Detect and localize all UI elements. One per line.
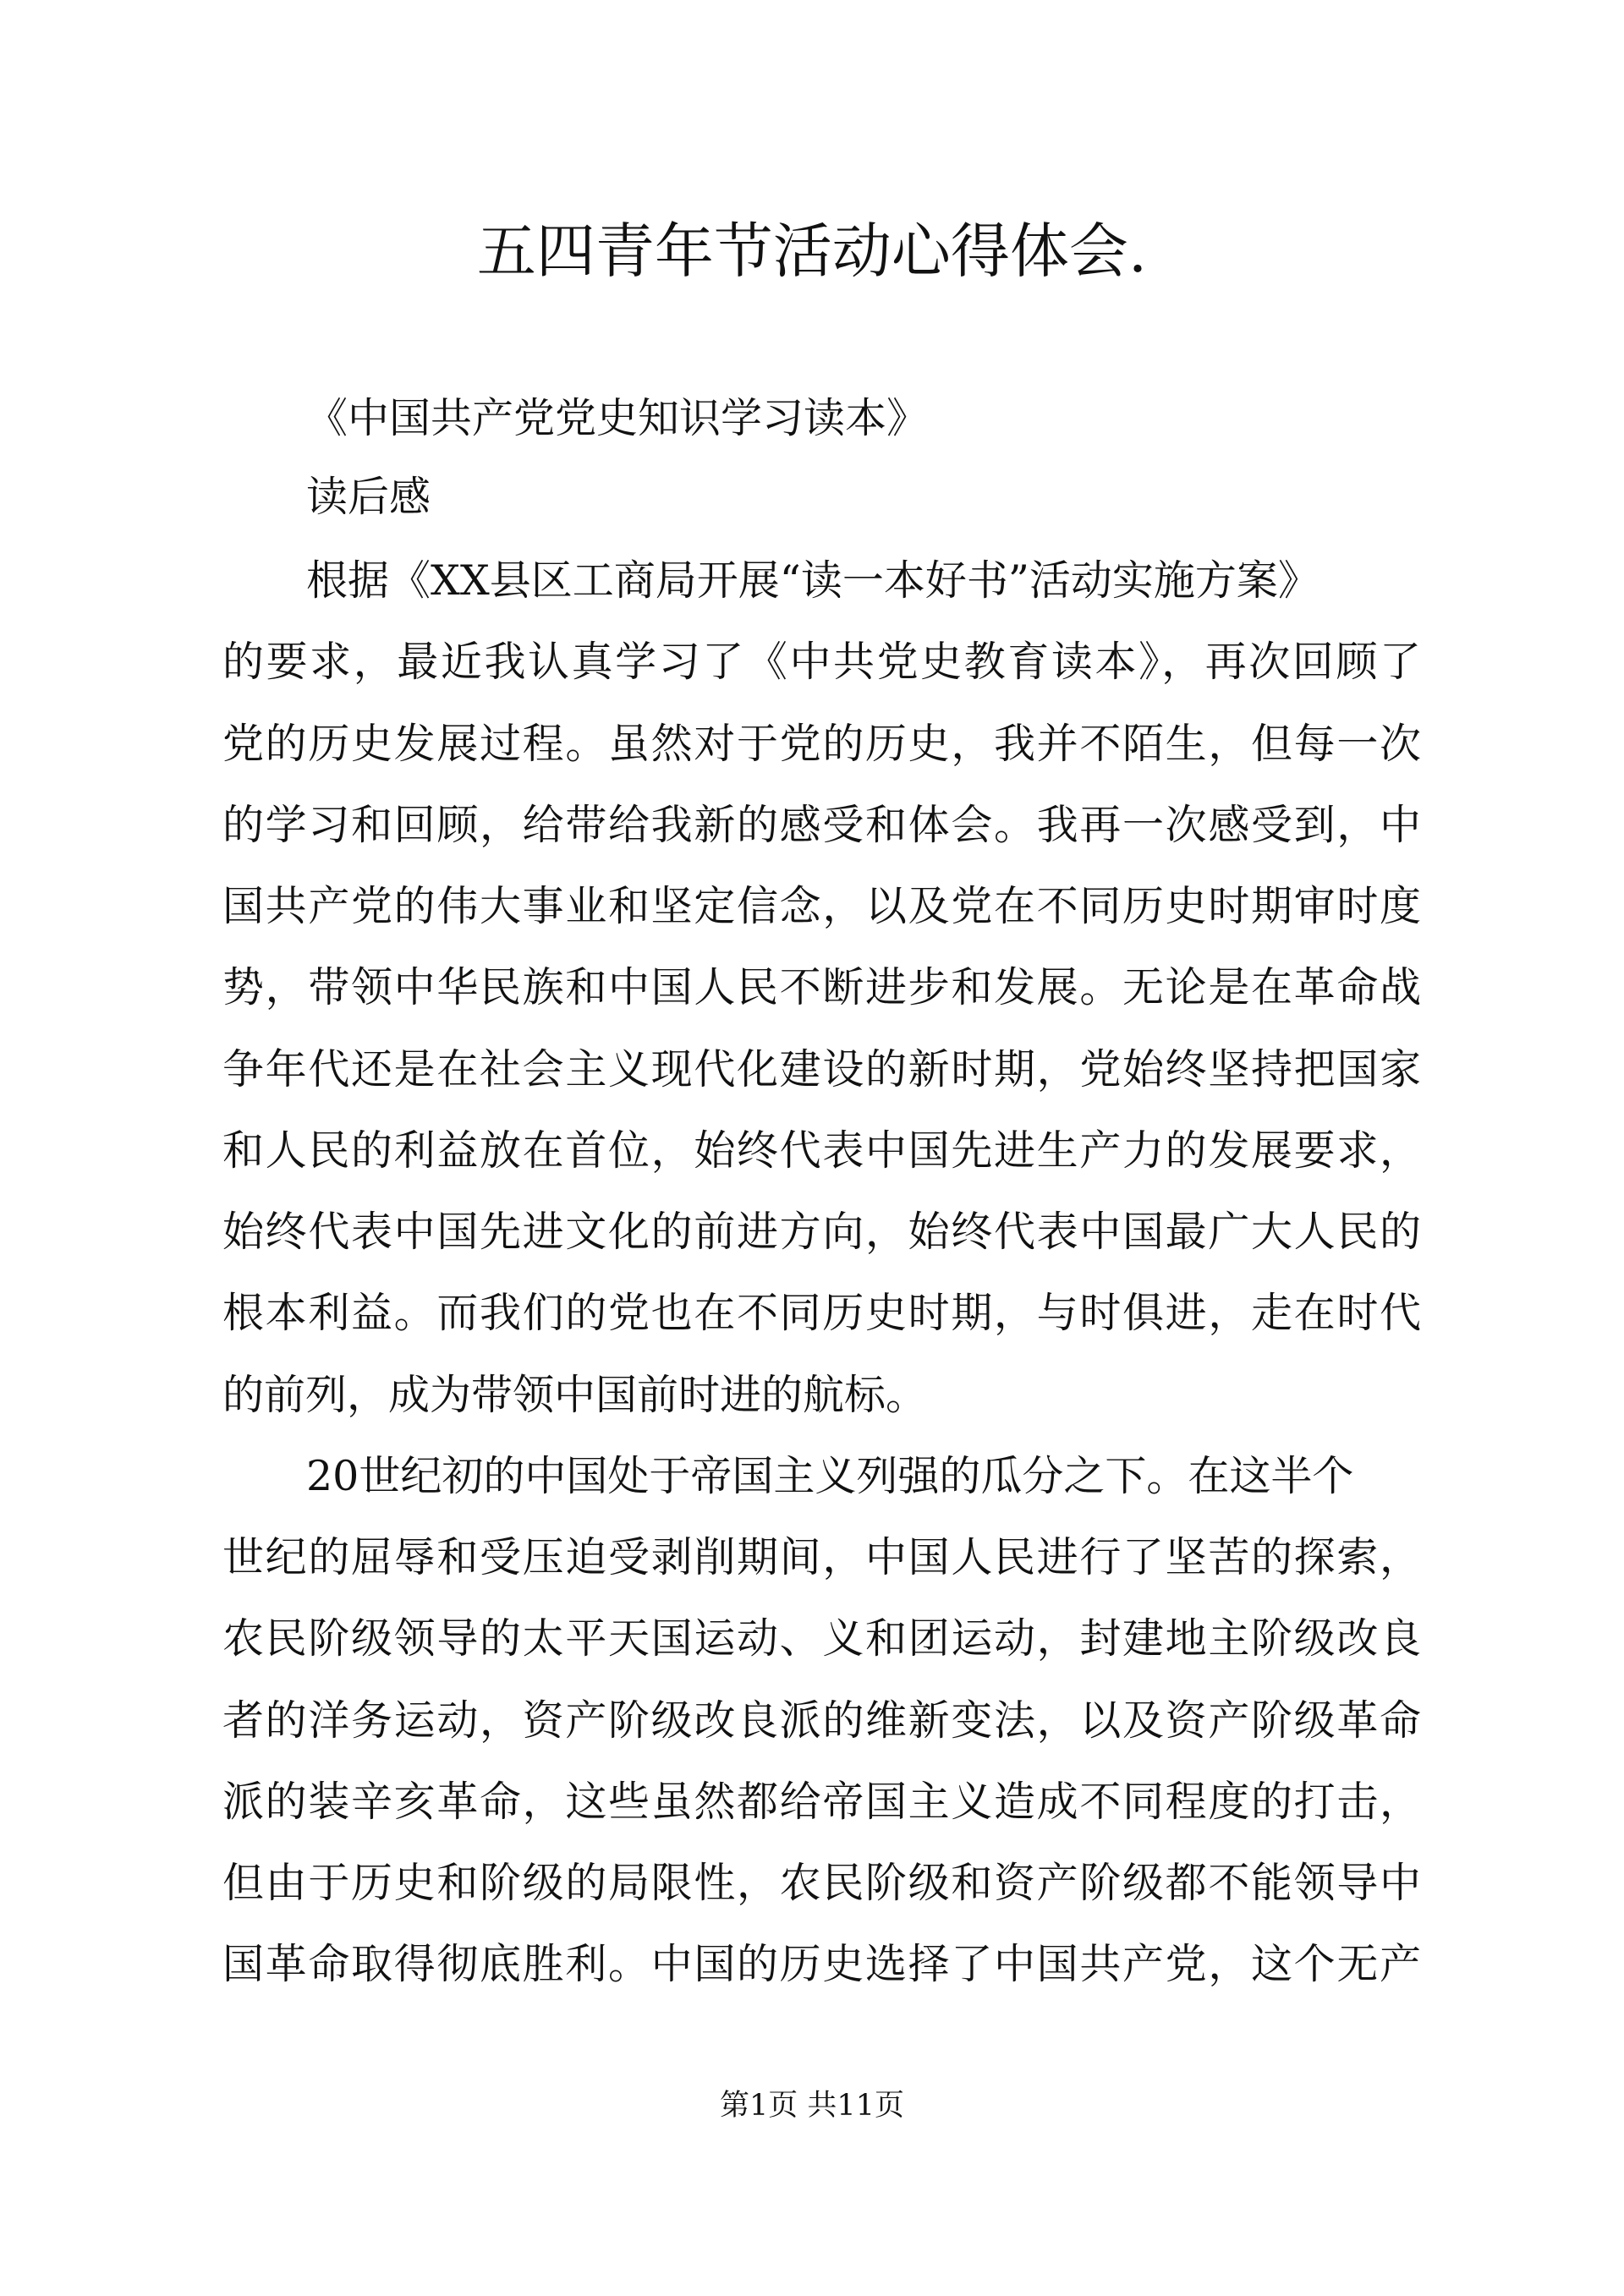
text-line: 和人民的利益放在首位，始终代表中国先进生产力的发展要求，: [222, 1126, 1421, 1175]
text-line: 国革命取得彻底胜利。中国的历史选择了中国共产党，这个无产: [222, 1940, 1421, 1988]
text-line: 世纪的屈辱和受压迫受剥削期间，中国人民进行了坚苦的探索，: [222, 1533, 1421, 1581]
subtitle-reflection: [306, 472, 431, 523]
text-line: 争年代还是在社会主义现代化建设的新时期，党始终坚持把国家: [222, 1045, 1421, 1093]
paragraph-2-line-6: [222, 1858, 1421, 1909]
text-line: 者的洋务运动，资产阶级改良派的维新变法，以及资产阶级革命: [222, 1696, 1421, 1745]
text-line: 农民阶级领导的太平天国运动、义和团运动，封建地主阶级改良: [222, 1614, 1421, 1663]
paragraph-1-line-8: [222, 1126, 1421, 1176]
paragraph-1-line-2: [222, 637, 1421, 688]
text-line: 派的装辛亥革命，这些虽然都给帝国主义造成不同程度的打击，: [222, 1778, 1421, 1826]
text-line: 势，带领中华民族和中国人民不断进步和发展。无论是在革命战: [222, 963, 1421, 1011]
text-line: 但由于历史和阶级的局限性，农民阶级和资产阶级都不能领导中: [222, 1859, 1421, 1907]
paragraph-1-line-5: [222, 881, 1421, 932]
paragraph-1-line-1: [306, 556, 1320, 606]
text-line: 读后感: [306, 473, 431, 521]
paragraph-2-line-3: [222, 1614, 1421, 1664]
text-line: 根据《XX县区工商局开展“读一本好书”活动实施方案》: [306, 556, 1320, 605]
paragraph-1-line-10: [222, 1288, 1421, 1339]
text-line: 的前列，成为带领中国前时进的航标。: [222, 1371, 928, 1419]
text-line: 根本利益。而我们的党也在不同历史时期，与时俱进，走在时代: [222, 1289, 1421, 1337]
paragraph-1-line-3: [222, 719, 1421, 770]
paragraph-2-line-4: [222, 1696, 1421, 1746]
paragraph-1-line-7: [222, 1044, 1421, 1095]
subtitle-book: [306, 393, 928, 444]
paragraph-2-line-2: [222, 1532, 1421, 1583]
document-title: 五四青年节活动心得体会.: [476, 216, 1148, 286]
text-line: 《中国共产党党史知识学习读本》: [306, 394, 929, 442]
text-line: 国共产党的伟大事业和坚定信念，以及党在不同历史时期审时度: [222, 882, 1421, 930]
page-footer: 第1页 共11页: [720, 2089, 904, 2123]
paragraph-2-line-5: [222, 1777, 1421, 1827]
text-line: 始终代表中国先进文化的前进方向，始终代表中国最广大人民的: [222, 1208, 1421, 1256]
paragraph-2-line-7: [222, 1939, 1421, 1990]
paragraph-2-line-1: [306, 1451, 1353, 1502]
paragraph-1-line-4: [222, 800, 1421, 851]
paragraph-1-line-9: [222, 1207, 1421, 1258]
paragraph-1-line-11: [222, 1370, 1421, 1421]
paragraph-1-line-6: [222, 962, 1421, 1013]
text-line: 党的历史发展过程。虽然对于党的历史，我并不陌生，但每一次: [222, 720, 1421, 768]
text-line: 的要求，最近我认真学习了《中共党史教育读本》，再次回顾了: [222, 638, 1421, 686]
text-line: 的学习和回顾，给带给我新的感受和体会。我再一次感受到，中: [222, 801, 1421, 849]
text-line: 20世纪初的中国处于帝国主义列强的瓜分之下。在这半个: [306, 1452, 1354, 1500]
